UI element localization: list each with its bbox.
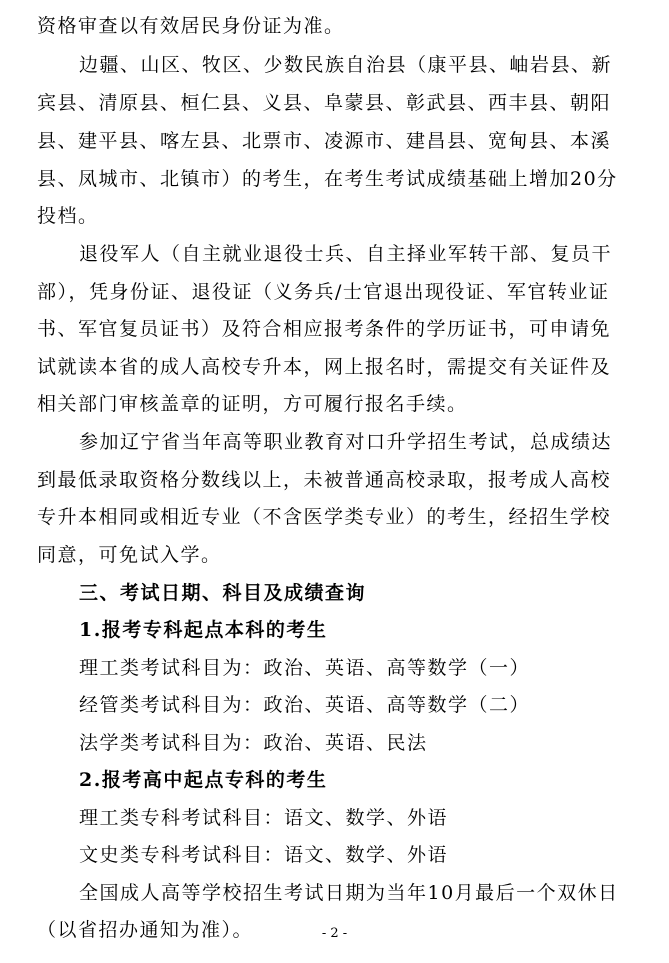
text-line: 投档。: [37, 205, 99, 227]
subject-line: 文史类专科考试科目：语文、数学、外语: [79, 844, 449, 866]
section-heading: 三、考试日期、科目及成绩查询: [79, 582, 367, 604]
paragraph-start-line: 参加辽宁省当年高等职业教育对口升学招生考试，总成绩达: [79, 431, 613, 453]
subject-line: 经管类考试科目为：政治、英语、高等数学（二）: [79, 694, 531, 716]
text-line: 宾县、清原县、桓仁县、义县、阜蒙县、彰武县、西丰县、朝阳: [37, 92, 612, 114]
subsection-heading: 1.报考专科起点本科的考生: [79, 619, 328, 641]
text-line: 书、军官复员证书）及符合相应报考条件的学历证书，可申请免: [37, 318, 612, 340]
paragraph-start-line: 全国成人高等学校招生考试日期为当年10月最后一个双休日: [79, 882, 619, 904]
text-line: 相关部门审核盖章的证明，方可履行报名手续。: [37, 393, 468, 415]
text-line: 同意，可免试入学。: [37, 544, 222, 566]
page-number: - 2 -: [321, 926, 348, 941]
text-line: 资格审查以有效居民身份证为准。: [37, 15, 345, 37]
text-line: 县、凤城市、北镇市）的考生，在考生考试成绩基础上增加20分: [37, 168, 618, 190]
subject-line: 理工类专科考试科目：语文、数学、外语: [79, 807, 449, 829]
text-line: 专升本相同或相近专业（不含医学类专业）的考生，经招生学校: [37, 506, 612, 528]
paragraph-start-line: 边疆、山区、牧区、少数民族自治县（康平县、岫岩县、新: [79, 54, 613, 76]
paragraph-start-line: 退役军人（自主就业退役士兵、自主择业军转干部、复员干: [79, 243, 613, 265]
text-line: 到最低录取资格分数线以上，未被普通高校录取，报考成人高校: [37, 469, 612, 491]
subject-line: 理工类考试科目为：政治、英语、高等数学（一）: [79, 657, 531, 679]
text-line: 部），凭身份证、退役证（义务兵/士官退出现役证、军官转业证: [37, 281, 610, 303]
text-line: （以省招办通知为准）。: [37, 919, 254, 941]
text-line: 县、建平县、喀左县、北票市、凌源市、建昌县、宽甸县、本溪: [37, 130, 612, 152]
subsection-heading: 2.报考高中起点专科的考生: [79, 769, 328, 791]
subject-line: 法学类考试科目为：政治、英语、民法: [79, 732, 428, 754]
text-line: 试就读本省的成人高校专升本，网上报名时，需提交有关证件及: [37, 356, 612, 378]
